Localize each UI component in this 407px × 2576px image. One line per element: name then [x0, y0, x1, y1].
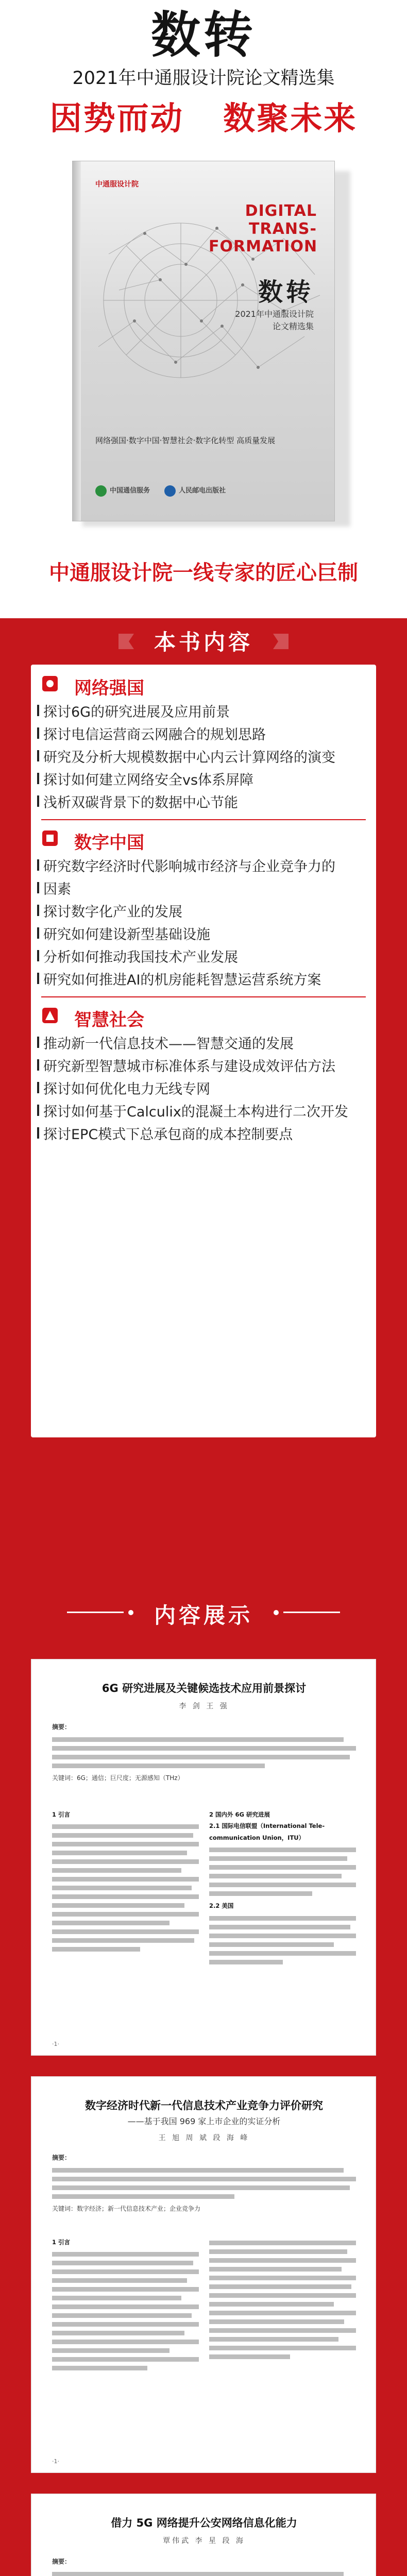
toc-item: 研究数字经济时代影响城市经济与企业竞争力的	[43, 855, 335, 875]
subsection-heading: 2.1 国际电信联盟（International Tele-communication Union，ITU）	[209, 1822, 325, 1841]
toc-item: 推动新一代信息技术——智慧交通的发展	[43, 1032, 294, 1053]
hero-title: 数转	[151, 6, 256, 64]
preview-section-title: 内容展示	[154, 1603, 253, 1628]
section-heading: 1 引言	[52, 2239, 71, 2246]
paper-abstract: 摘要： 关键词：6G；通信；巨尺度；无源感知（THz）	[52, 1721, 356, 1784]
divider	[41, 819, 366, 820]
publisher-2: 人民邮电出版社	[164, 485, 226, 497]
category-label: 数字中国	[74, 833, 144, 853]
section-heading: 1 引言	[52, 1811, 71, 1818]
book-publisher-top: 中通服设计院	[95, 180, 139, 189]
category-icon	[41, 675, 59, 692]
paper-keywords: 关键词：6G；通信；巨尺度；无源感知（THz）	[52, 1774, 184, 1782]
paper-right-column	[209, 2236, 356, 2458]
paper-right-column	[209, 1809, 356, 2041]
book-english-title	[209, 202, 317, 256]
toc-item: 探讨如何基于Calculix的混凝土本构进行二次开发	[43, 1100, 348, 1121]
category-icon	[41, 829, 59, 847]
page-number: ·1·	[52, 2458, 59, 2465]
paper-title: 数字经济时代新一代信息技术产业竞争力评价研究	[85, 2099, 323, 2112]
slogan-left: 因势而动	[49, 99, 184, 137]
toc-item: 探讨EPC模式下总承包商的成本控制要点	[43, 1123, 293, 1143]
paper-left-column	[52, 1809, 199, 2041]
paper-authors: 覃伟武 李 星 段 海	[163, 2537, 245, 2545]
book-english-line: DIGITAL	[245, 202, 317, 220]
category-icon	[41, 1007, 59, 1024]
toc-item: 研究及分析大规模数据中心内云计算网络的演变	[43, 746, 335, 766]
book-cover	[72, 161, 335, 521]
page-number: ·1·	[52, 2041, 59, 2047]
book-spine	[73, 161, 81, 521]
paper-title: 6G 研究进展及关键候选技术应用前景探讨	[101, 1682, 307, 1694]
preview-wrap	[0, 1638, 407, 2576]
hero-slogans	[0, 93, 407, 139]
category-label: 网络强国	[74, 678, 144, 699]
paper-subtitle: ——基于我国 969 家上市企业的实证分析	[127, 2116, 281, 2126]
toc-item: 研究新型智慧城市标准体系与建设成效评估方法	[43, 1055, 335, 1075]
subsection-heading: 2.2 美国	[209, 1902, 234, 1910]
paper-card	[31, 2076, 376, 2473]
book-english-line: TRANS-	[249, 219, 317, 238]
paper-title: 借力 5G 网络提升公安网络信息化能力	[111, 2517, 297, 2529]
toc-item: 研究如何建设新型基础设施	[43, 923, 210, 943]
book-foot: 网络强国·数字中国·智慧社会·数字化转型 高质量发展	[95, 436, 276, 445]
book-line1: 2021年中通服设计院	[235, 309, 314, 319]
paper-abstract: 摘要： 关键词：数字经济；新一代信息技术产业；企业竞争力	[52, 2152, 356, 2215]
publisher-logo-icon	[164, 485, 176, 497]
toc-section-title: 本书内容	[154, 630, 253, 655]
toc-panel	[31, 665, 376, 1437]
book-title: 数转	[258, 278, 314, 307]
toc-item: 分析如何推动我国技术产业发展	[43, 946, 238, 966]
toc-item: 探讨6G的研究进展及应用前景	[43, 701, 230, 721]
book-publishers	[95, 485, 238, 497]
divider	[41, 996, 366, 997]
toc-item: 探讨数字化产业的发展	[43, 901, 182, 921]
toc-item: 研究如何推进AI的机房能耗智慧运营系统方案	[43, 969, 321, 989]
slogan-right: 数聚未来	[223, 99, 358, 137]
paper-card	[31, 1659, 376, 2056]
publisher-logo-icon	[95, 485, 107, 497]
category-label: 智慧社会	[74, 1010, 144, 1030]
hero-tagline: 中通服设计院一线专家的匠心巨制	[49, 561, 358, 585]
publisher-1: 中国通信服务	[95, 485, 150, 497]
toc-item: 探讨如何建立网络安全vs体系屏障	[43, 769, 253, 789]
hero-subtitle: 2021年中通服设计院论文精选集	[72, 68, 335, 89]
paper-keywords: 关键词：数字经济；新一代信息技术产业；企业竞争力	[52, 2205, 201, 2212]
book-line2: 论文精选集	[272, 321, 314, 331]
toc-item: 探讨电信运营商云网融合的规划思路	[43, 723, 266, 743]
toc-item: 浅析双碳背景下的数据中心节能	[43, 791, 238, 811]
paper-abstract: 摘要：	[52, 2556, 356, 2576]
toc-item: 因素	[43, 878, 71, 898]
paper-authors: 李 剑 王 强	[179, 1702, 229, 1710]
toc-item: 探讨如何优化电力无线专网	[43, 1078, 210, 1098]
book-english-line: FORMATION	[209, 238, 318, 256]
paper-authors: 王 旭 周 斌 段 海 峰	[158, 2134, 250, 2142]
section-heading: 2 国内外 6G 研究进展	[209, 1811, 270, 1818]
paper-card	[31, 2494, 376, 2576]
paper-left-column	[52, 2236, 199, 2458]
